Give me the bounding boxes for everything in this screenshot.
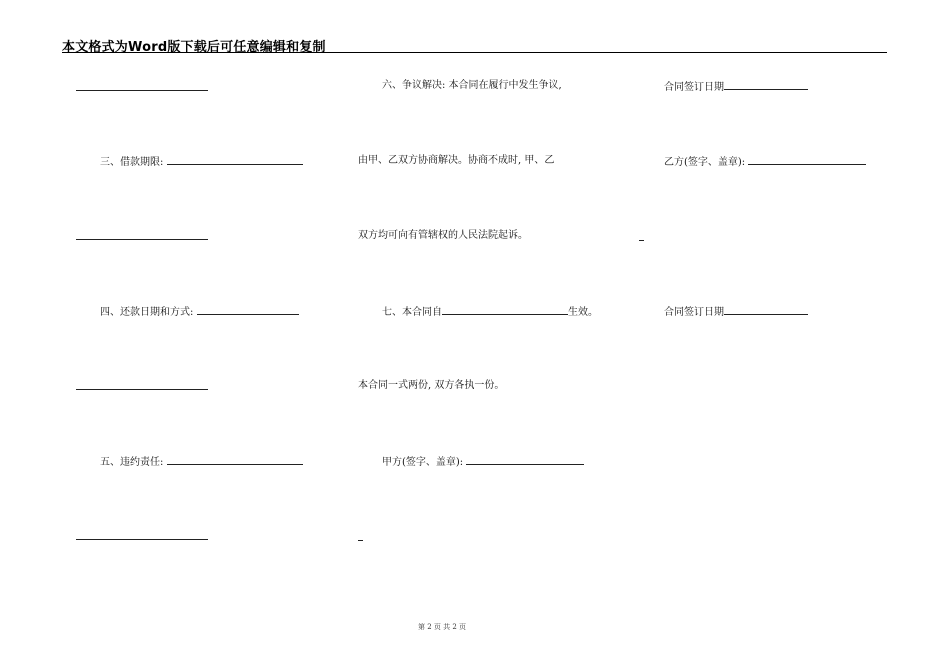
sign-date-label: 合同签订日期: [664, 307, 724, 318]
stray-underscore: [358, 540, 363, 541]
dispute-clause: 六、争议解决: 本合同在履行中发生争议,: [382, 80, 562, 91]
effective-suffix: 生效。: [568, 307, 598, 318]
blank-line: [76, 90, 208, 91]
dispute-clause-line3: 双方均可向有管辖权的人民法院起诉。: [358, 230, 528, 241]
copies-clause: 本合同一式两份, 双方各执一份。: [358, 380, 505, 391]
party-b-signature-blank: [748, 155, 866, 165]
blank-line: [76, 389, 208, 390]
party-b-label: 乙方(签字、盖章):: [664, 157, 746, 168]
sign-date-row-2: [664, 305, 808, 319]
loan-term-blank: [167, 155, 303, 165]
sign-date-blank: [724, 80, 808, 90]
blank-line: [76, 539, 208, 540]
sign-date-blank: [724, 305, 808, 315]
repayment-label: 四、还款日期和方式:: [100, 307, 194, 318]
header-divider: [62, 52, 887, 53]
dispute-clause-line2: 由甲、乙双方协商解决。协商不成时, 甲、乙: [358, 155, 555, 166]
page-number: 第 2 页 共 2 页: [417, 623, 467, 631]
effective-date-blank: [442, 305, 568, 315]
sign-date-row-1: [664, 80, 808, 94]
repayment-row: [100, 305, 299, 319]
sign-date-label: 合同签订日期: [664, 82, 724, 93]
breach-label: 五、违约责任:: [100, 457, 164, 468]
breach-blank: [167, 455, 303, 465]
loan-term-label: 三、借款期限:: [100, 157, 164, 168]
party-a-signature-row: [382, 455, 584, 469]
breach-row: [100, 455, 303, 469]
effective-clause: [382, 305, 598, 319]
page-header-title: 本文格式为Word版下载后可任意编辑和复制: [62, 40, 326, 55]
loan-term-row: [100, 155, 303, 169]
effective-prefix: 七、本合同自: [382, 307, 442, 318]
blank-line: [76, 239, 208, 240]
repayment-blank: [197, 305, 299, 315]
party-a-signature-blank: [466, 455, 584, 465]
party-b-signature-row: [664, 155, 866, 169]
stray-underscore: [639, 240, 644, 241]
party-a-label: 甲方(签字、盖章):: [382, 457, 464, 468]
